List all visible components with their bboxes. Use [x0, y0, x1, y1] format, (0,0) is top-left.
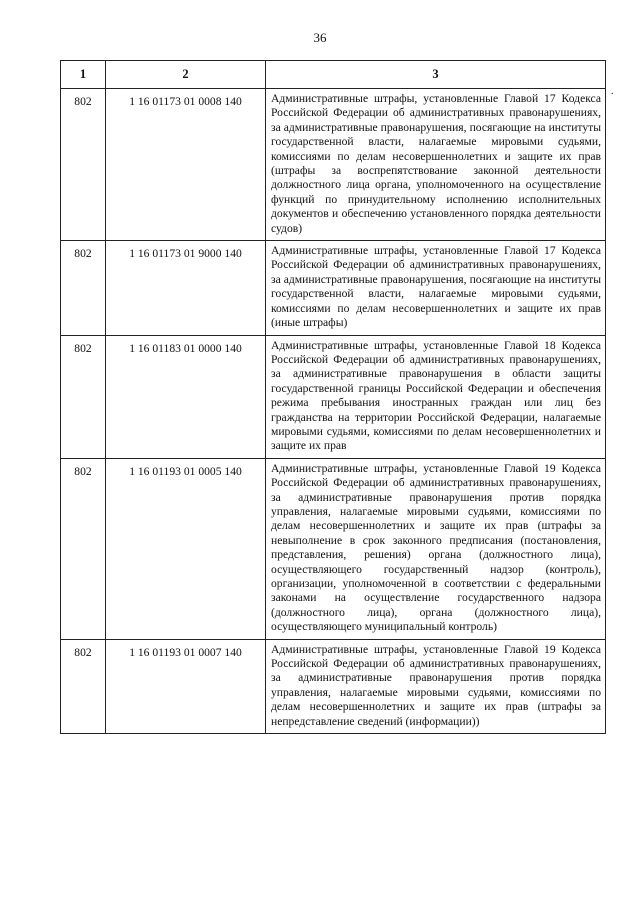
table-row — [61, 639, 606, 733]
budget-code-cell: 1 16 01193 01 0005 140 — [106, 458, 266, 639]
budget-code-cell: 1 16 01193 01 0007 140 — [106, 639, 266, 733]
budget-code-cell: 1 16 01173 01 0008 140 — [106, 89, 266, 241]
table-row — [61, 335, 606, 458]
column-header-1: 1 — [61, 61, 106, 89]
table-row — [61, 458, 606, 639]
margin-dot-mark: . — [611, 86, 614, 97]
budget-code-table — [60, 60, 606, 734]
description-cell: Административные штрафы, установленные Главой 18 Кодекса Российской Федерации об административных правонарушениях, за административные правонарушения в области защиты государственной границы Российской Федерации и обеспечения режима пребывания иностранных граждан или лиц без гражданства на территории Российской Федерации, налагаемые мировыми судьями, комиссиями по делам несовершеннолетних и защите их прав — [266, 335, 606, 458]
description-cell: Административные штрафы, установленные Главой 19 Кодекса Российской Федерации об административных правонарушениях, за административные правонарушения против порядка управления, налагаемые мировыми судьями, комиссиями по делам несовершеннолетних и защите их прав (штрафы за невыполнение в срок законного предписания (постановления, представления, решения) органа (должностного лица), осуществляющего государственный надзор (контроль), организации, уполномоченной в соответствии с федеральными законами на осуществление государственного надзора (должностного лица), органа (должностного лица), осуществляющего муниципальный контроль) — [266, 458, 606, 639]
budget-code-cell: 1 16 01183 01 0000 140 — [106, 335, 266, 458]
org-code-cell: 802 — [61, 639, 106, 733]
description-cell: Административные штрафы, установленные Главой 17 Кодекса Российской Федерации об административных правонарушениях, за административные правонарушения, посягающие на институты государственной власти, налагаемые мировыми судьями, комиссиями по делам несовершеннолетних и защите их прав (иные штрафы) — [266, 241, 606, 335]
table-header-row — [61, 61, 606, 89]
description-cell: Административные штрафы, установленные Главой 17 Кодекса Российской Федерации об административных правонарушениях, за административные правонарушения, посягающие на институты государственной власти, налагаемые мировыми судьями, комиссиями по делам несовершеннолетних и защите их прав (штрафы за воспрепятствование законной деятельности должностного лица органа, уполномоченного на осуществление функций по принудительному исполнению исполнительных документов и обеспечению установленного порядка деятельности судов) — [266, 89, 606, 241]
budget-code-cell: 1 16 01173 01 9000 140 — [106, 241, 266, 335]
org-code-cell: 802 — [61, 89, 106, 241]
org-code-cell: 802 — [61, 335, 106, 458]
org-code-cell: 802 — [61, 458, 106, 639]
description-cell: Административные штрафы, установленные Главой 19 Кодекса Российской Федерации об административных правонарушениях, за административные правонарушения против порядка управления, налагаемые мировыми судьями, комиссиями по делам несовершеннолетних и защите их прав (штрафы за непредставление сведений (информации)) — [266, 639, 606, 733]
table-row — [61, 241, 606, 335]
table-row — [61, 89, 606, 241]
column-header-3: 3 — [266, 61, 606, 89]
org-code-cell: 802 — [61, 241, 106, 335]
column-header-2: 2 — [106, 61, 266, 89]
page-number: 36 — [313, 30, 327, 45]
